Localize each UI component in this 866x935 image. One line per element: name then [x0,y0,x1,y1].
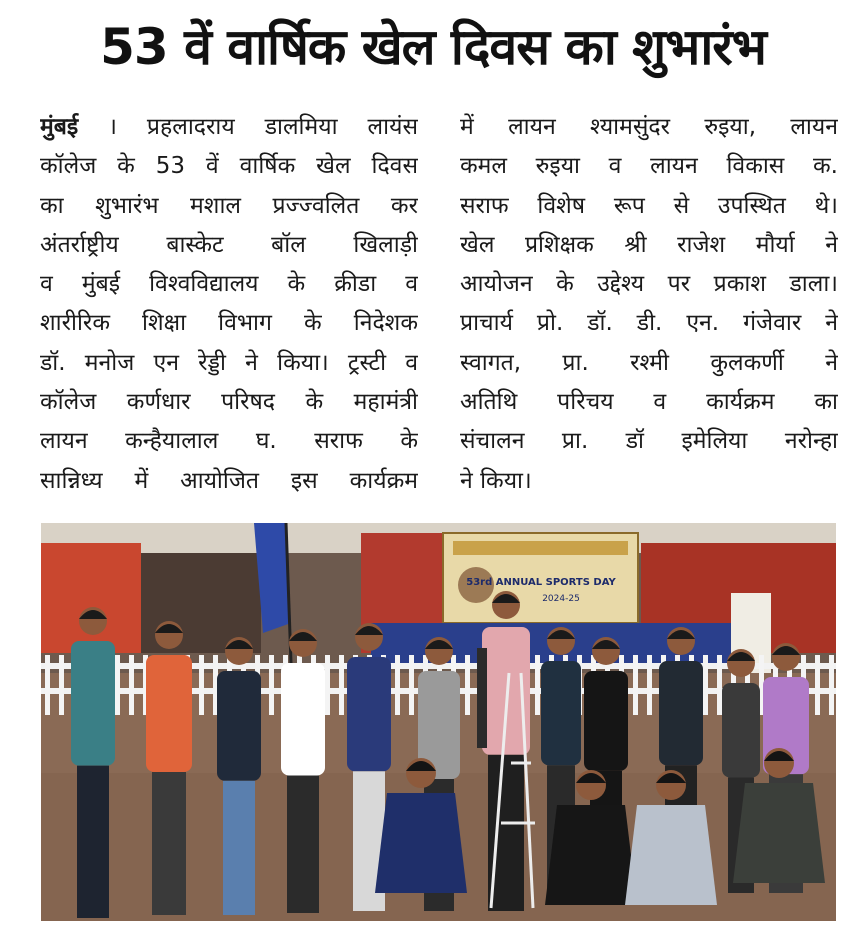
article-column-left [40,108,418,501]
article-column-right [460,108,838,501]
article-line: का शुभारंभ मशाल प्रज्ज्वलित कर [40,192,418,219]
banner-year: 2024-25 [542,594,580,604]
article-line: लायन कन्हैयालाल घ. सराफ के [40,428,418,455]
article-line: आयोजन के उद्देश्य पर प्रकाश डाला। [460,271,838,298]
article-line: में लायन श्यामसुंदर रुइया, लायन [460,114,838,140]
article-line: खेल प्रशिक्षक श्री राजेश मौर्या ने [460,231,838,258]
article-line: अंतर्राष्ट्रीय बास्केट बॉल खिलाड़ी [40,231,418,258]
article-line: शारीरिक शिक्षा विभाग के निदेशक [40,310,418,337]
article-line: स्वागत, प्रा. रश्मी कुलकर्णी ने [460,349,838,376]
article-line: डॉ. मनोज एन रेड्डी ने किया। ट्रस्टी व [40,349,418,376]
headline: 53 वें वार्षिक खेल दिवस का शुभारंभ [100,18,766,76]
article-line: ने किया। [460,467,532,494]
event-photo [41,523,836,921]
article-line: कमल रुइया व लायन विकास क. [460,153,838,180]
article-line: मुंबई । प्रहलादराय डालमिया लायंस [40,114,418,140]
article-line: प्राचार्य प्रो. डॉ. डी. एन. गंजेवार ने [460,310,838,337]
article-line: संचालन प्रा. डॉ इमेलिया नरोन्हा [460,428,838,455]
banner-title: 53rd ANNUAL SPORTS DAY [466,577,616,588]
article-line: अतिथि परिचय व कार्यक्रम का [460,389,838,416]
event-photo-drawing [41,523,836,921]
dateline: मुंबई [40,114,79,140]
article-line: कॉलेज कर्णधार परिषद के महामंत्री [40,389,418,416]
article-line: व मुंबई विश्वविद्यालय के क्रीडा व [40,271,418,298]
article-line: कॉलेज के 53 वें वार्षिक खेल दिवस [40,153,418,180]
torch [477,648,487,748]
article-line: सान्निध्य में आयोजित इस कार्यक्रम [40,467,418,494]
article-line: सराफ विशेष रूप से उपस्थित थे। [460,192,838,219]
